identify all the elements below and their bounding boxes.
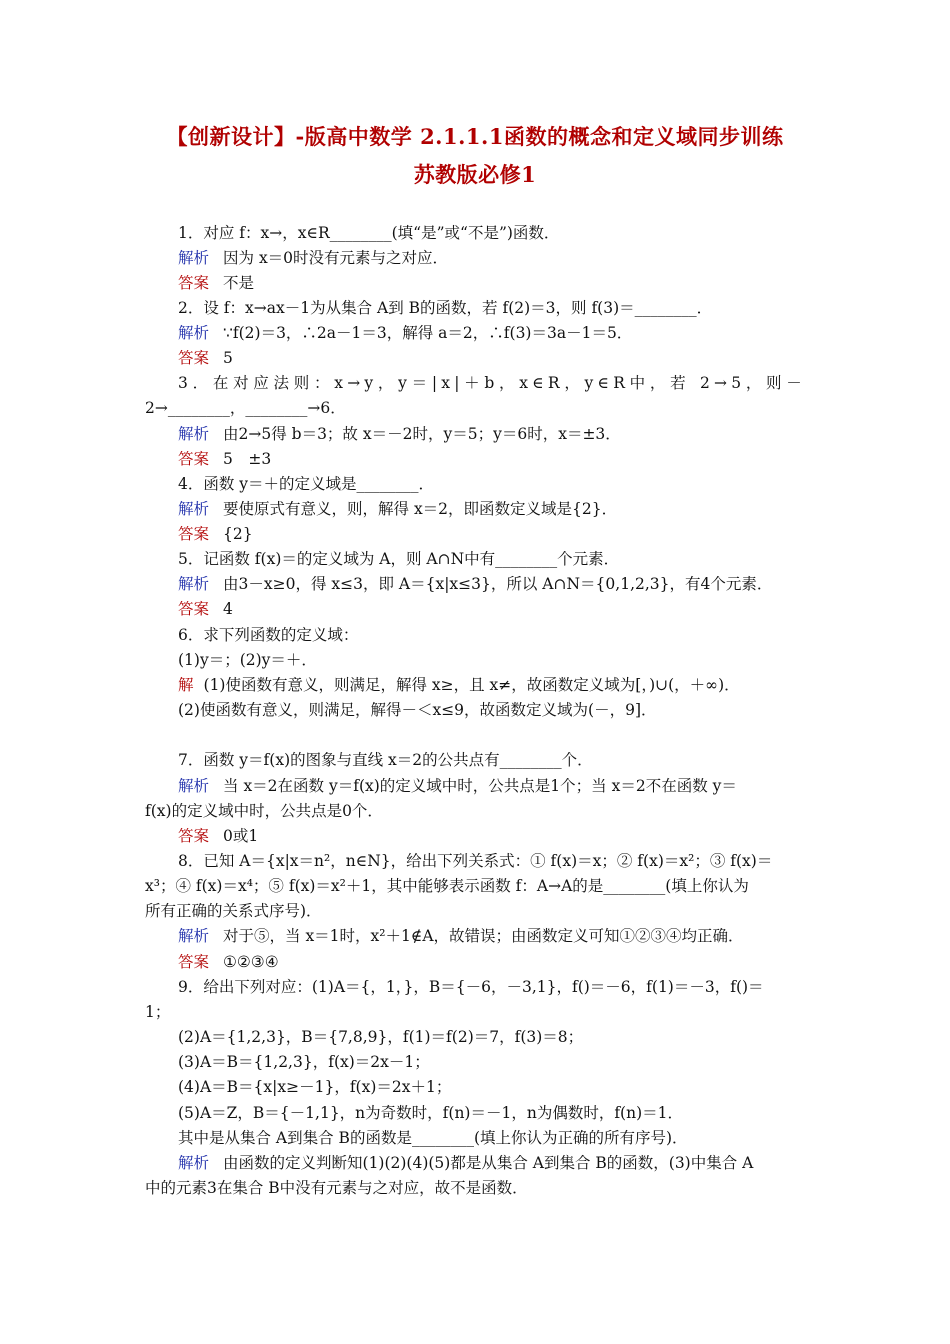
question-8-cont-2: 所有正确的关系式序号)． (145, 902, 322, 920)
question-7: 7．函数 y＝f(x)的图象与直线 x＝2的公共点有________个． (178, 751, 593, 769)
question-3: 3．在对应法则：x→y，y＝|x|＋b，x∈R，y∈R中，若 2→5，则－ (178, 374, 806, 392)
analysis-7: 解析 当 x＝2在函数 y＝f(x)的定义域中时，公共点是1个；当 x＝2不在函数 y＝ (178, 777, 737, 795)
document-title-line-2: 苏教版必修1 (413, 162, 537, 187)
solution-6-part-1: 解 (1)使函数有意义，则满足，解得 x≥，且 x≠，故函数定义域为[，)∪(，＋∞)． (178, 676, 740, 694)
question-9-prompt: 其中是从集合 A到集合 B的函数是________(填上你认为正确的所有序号)． (178, 1129, 688, 1147)
question-5: 5．记函数 f(x)＝的定义域为 A，则 A∩N中有________个元素． (178, 550, 620, 568)
analysis-8: 解析 对于⑤，当 x＝1时，x²＋1∉A，故错误；由函数定义可知①②③④均正确． (178, 927, 744, 945)
question-9-item-4: (4)A＝B＝{x|x≥－1}，f(x)＝2x＋1； (178, 1078, 452, 1096)
analysis-1: 解析 因为 x＝0时没有元素与之对应． (178, 249, 449, 267)
answer-4: 答案 {2} (178, 525, 253, 543)
question-9-item-3: (3)A＝B＝{1,2,3}，f(x)＝2x－1； (178, 1053, 430, 1071)
question-8-cont-1: x³；④ f(x)＝x⁴；⑤ f(x)＝x²＋1，其中能够表示函数 f：A→A的是________(填上你认为 (145, 877, 749, 895)
analysis-3: 解析 由2→5得 b＝3；故 x＝－2时，y＝5；y＝6时，x＝±3． (178, 425, 621, 443)
analysis-9-cont: 中的元素3在集合 B中没有元素与之对应，故不是函数． (145, 1179, 528, 1197)
question-1: 1．对应 f：x→，x∈R________(填“是”或“不是”)函数． (178, 224, 560, 242)
question-2: 2．设 f：x→ax－1为从集合 A到 B的函数，若 f(2)＝3，则 f(3)＝________． (178, 299, 713, 317)
question-6: 6．求下列函数的定义域： (178, 626, 359, 644)
analysis-4: 解析 要使原式有意义，则，解得 x＝2，即函数定义域是{2}． (178, 500, 618, 518)
answer-7: 答案 0或1 (178, 827, 259, 845)
analysis-9: 解析 由函数的定义判断知(1)(2)(4)(5)都是从集合 A到集合 B的函数，(3)中集合 A (178, 1154, 754, 1172)
question-3-cont: 2→________，________→6． (145, 399, 346, 417)
analysis-7-cont: f(x)的定义域中时，公共点是0个． (145, 802, 383, 820)
answer-5: 答案 4 (178, 600, 233, 618)
question-9-cont: 1； (145, 1003, 171, 1021)
question-9: 9．给出下列对应：(1)A＝{，1，}，B＝{－6，－3,1}，f()＝－6，f(1)＝－3，f()＝ (178, 978, 764, 996)
question-4: 4．函数 y＝＋的定义域是________． (178, 475, 435, 493)
solution-6-part-2: (2)使函数有意义，则满足，解得－＜x≤9，故函数定义域为(－，9]． (178, 701, 657, 719)
question-9-item-2: (2)A＝{1,2,3}，B＝{7,8,9}，f(1)＝f(2)＝7，f(3)＝8； (178, 1028, 584, 1046)
answer-8: 答案 ①②③④ (178, 953, 279, 971)
answer-3: 答案 5 ±3 (178, 450, 272, 468)
answer-2: 答案 5 (178, 349, 233, 367)
question-8: 8．已知 A＝{x|x＝n²，n∈N}，给出下列关系式：① f(x)＝x；② f(x)＝x²；③ f(x)＝ (178, 852, 773, 870)
document-title-line-1: 【创新设计】-版高中数学 2.1.1.1函数的概念和定义域同步训练 (166, 124, 784, 149)
answer-1: 答案 不是 (178, 274, 255, 292)
question-6-parts: (1)y＝；(2)y＝＋． (178, 651, 317, 669)
analysis-2: 解析 ∵f(2)＝3，∴2a－1＝3，解得 a＝2，∴f(3)＝3a－1＝5． (178, 324, 633, 342)
question-9-item-5: (5)A＝Z，B＝{－1,1}，n为奇数时，f(n)＝－1，n为偶数时，f(n)＝1． (178, 1104, 684, 1122)
analysis-5: 解析 由3－x≥0，得 x≤3，即 A＝{x|x≤3}，所以 A∩N＝{0,1,2,3}，有4个元素． (178, 575, 773, 593)
